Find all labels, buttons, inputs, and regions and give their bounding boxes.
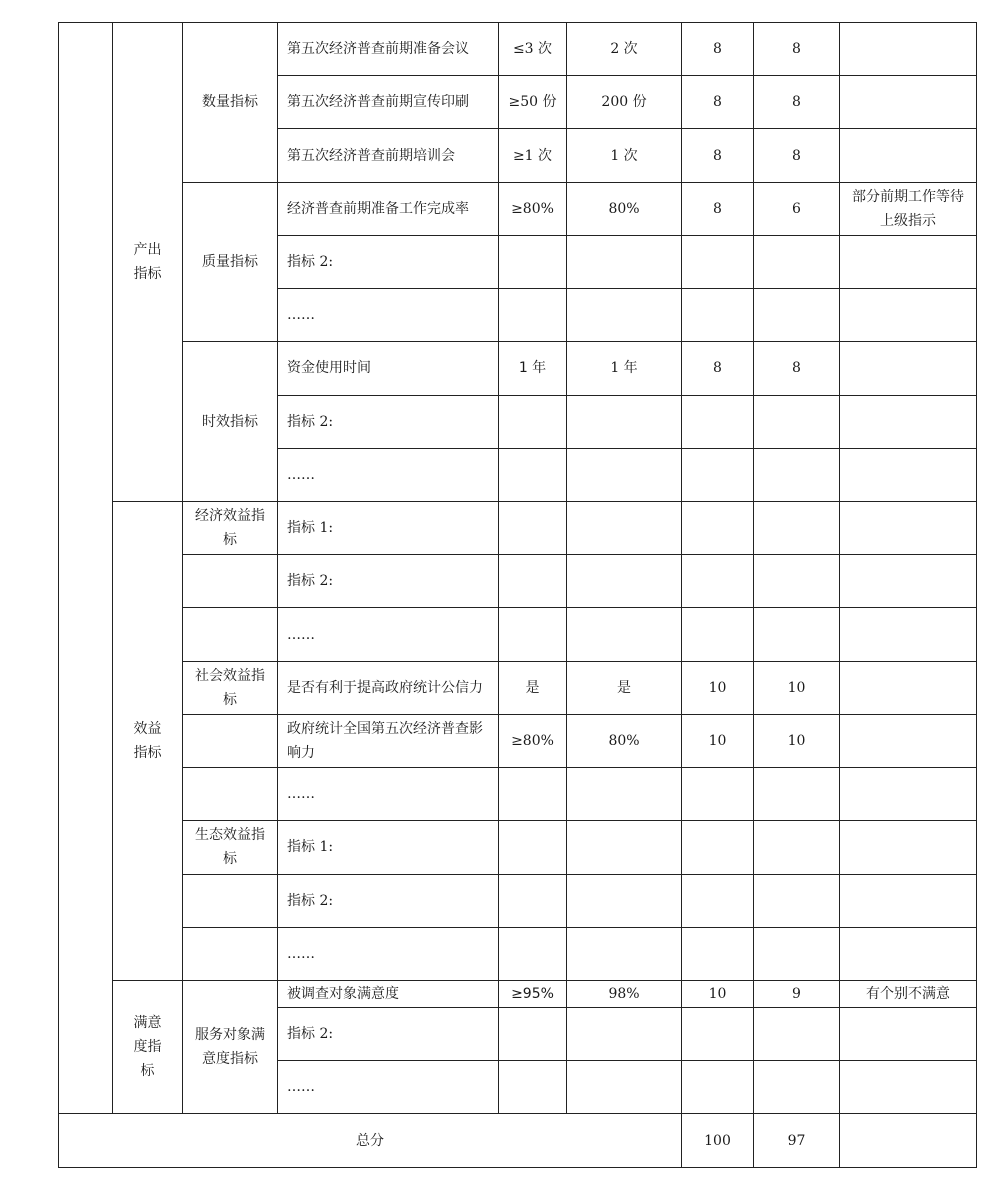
indicator-target [499,874,567,927]
indicator-weight [682,608,754,661]
indicator-note [840,661,977,714]
indicator-weight [682,501,754,554]
indicator-weight [682,395,754,448]
indicator-score: 8 [754,23,840,76]
indicator-weight: 8 [682,23,754,76]
indicator-actual [567,1008,682,1061]
indicator-weight [682,821,754,874]
indicator-actual [567,608,682,661]
indicator-name: 是否有利于提高政府统计公信力 [278,661,499,714]
indicator-note: 有个别不满意 [840,980,977,1007]
indicator-note [840,1008,977,1061]
indicator-weight: 8 [682,129,754,182]
indicator-weight [682,235,754,288]
level2-quantity-label: 数量指标 [183,23,278,183]
indicator-name: 被调查对象满意度 [278,980,499,1007]
indicator-score [754,235,840,288]
indicator-name: 指标 1: [278,821,499,874]
indicator-name: 政府统计全国第五次经济普查影响力 [278,714,499,767]
indicator-name: 经济普查前期准备工作完成率 [278,182,499,235]
indicator-target [499,821,567,874]
indicator-score: 8 [754,76,840,129]
indicator-score [754,608,840,661]
level2-economic-label: 经济效益指标 [183,501,278,554]
indicator-actual: 1 年 [567,342,682,395]
indicator-score [754,768,840,821]
indicator-target [499,608,567,661]
indicator-actual: 80% [567,714,682,767]
indicator-target [499,927,567,980]
table-row [59,874,977,927]
level2-service-label: 服务对象满意度指标 [183,980,278,1114]
indicator-note [840,555,977,608]
indicator-name: …… [278,768,499,821]
indicator-note [840,289,977,342]
table-row [59,555,977,608]
indicator-score [754,1061,840,1114]
table-row [59,342,977,395]
level1-benefit-label: 效益指标 [113,501,183,980]
level1-satisfaction-label: 满意度指标 [113,980,183,1114]
indicator-score: 10 [754,714,840,767]
indicator-score: 8 [754,129,840,182]
indicator-target [499,1061,567,1114]
indicator-note [840,448,977,501]
level2-blank-cell [183,927,278,980]
indicator-name: 第五次经济普查前期培训会 [278,129,499,182]
indicator-note [840,395,977,448]
indicator-note [840,235,977,288]
first-level-blank-cell [59,23,113,1114]
indicator-name: …… [278,289,499,342]
indicator-actual [567,235,682,288]
total-label: 总分 [59,1114,682,1168]
indicator-weight [682,874,754,927]
indicator-target [499,1008,567,1061]
indicator-note [840,608,977,661]
indicator-score [754,821,840,874]
indicator-actual [567,768,682,821]
indicator-score [754,1008,840,1061]
indicator-weight [682,555,754,608]
indicator-target: ≥80% [499,182,567,235]
level2-quality-label: 质量指标 [183,182,278,342]
indicator-actual [567,874,682,927]
indicator-name: …… [278,448,499,501]
total-score: 97 [754,1114,840,1168]
indicator-name: …… [278,927,499,980]
indicator-actual [567,821,682,874]
indicator-note [840,714,977,767]
indicator-weight [682,289,754,342]
indicator-actual [567,555,682,608]
indicator-target [499,448,567,501]
indicator-actual [567,927,682,980]
indicator-note [840,76,977,129]
indicator-actual: 是 [567,661,682,714]
indicator-weight: 8 [682,182,754,235]
indicator-score: 8 [754,342,840,395]
indicator-note [840,23,977,76]
indicator-note [840,342,977,395]
indicator-target: ≤3 次 [499,23,567,76]
indicator-actual: 80% [567,182,682,235]
indicator-actual: 2 次 [567,23,682,76]
table-row [59,980,977,1007]
indicator-score [754,927,840,980]
indicator-weight [682,1008,754,1061]
indicator-score: 9 [754,980,840,1007]
indicator-score [754,289,840,342]
indicator-note [840,501,977,554]
indicator-actual [567,448,682,501]
indicator-target [499,289,567,342]
indicator-name: 指标 2: [278,235,499,288]
indicator-actual: 200 份 [567,76,682,129]
indicator-target: ≥95% [499,980,567,1007]
indicator-actual: 1 次 [567,129,682,182]
indicator-actual [567,289,682,342]
indicator-score [754,448,840,501]
table-row [59,714,977,767]
table-row [59,768,977,821]
indicator-name: 资金使用时间 [278,342,499,395]
level2-blank-cell [183,714,278,767]
indicator-name: 指标 2: [278,874,499,927]
total-weight: 100 [682,1114,754,1168]
indicator-name: 指标 1: [278,501,499,554]
indicator-note [840,129,977,182]
indicator-score: 6 [754,182,840,235]
indicator-weight: 10 [682,980,754,1007]
indicator-name: 第五次经济普查前期宣传印刷 [278,76,499,129]
table-row [59,821,977,874]
indicator-target: ≥1 次 [499,129,567,182]
indicator-weight: 10 [682,714,754,767]
total-note [840,1114,977,1168]
indicator-weight [682,1061,754,1114]
indicator-target [499,768,567,821]
indicator-weight: 8 [682,76,754,129]
indicator-weight [682,768,754,821]
level2-blank-cell [183,608,278,661]
level1-output-label: 产出指标 [113,23,183,502]
indicator-name: 指标 2: [278,1008,499,1061]
indicator-score [754,395,840,448]
indicator-score [754,555,840,608]
indicator-note [840,1061,977,1114]
indicator-target [499,555,567,608]
indicator-name: …… [278,608,499,661]
indicator-actual: 98% [567,980,682,1007]
performance-indicator-table [58,22,977,1168]
level2-social-label: 社会效益指标 [183,661,278,714]
indicator-note [840,821,977,874]
indicator-weight [682,927,754,980]
table-row [59,608,977,661]
table-row [59,927,977,980]
indicator-target [499,395,567,448]
indicator-actual [567,501,682,554]
indicator-weight [682,448,754,501]
indicator-note [840,874,977,927]
indicator-target: 1 年 [499,342,567,395]
level2-blank-cell [183,555,278,608]
indicator-name: 指标 2: [278,395,499,448]
indicator-target: ≥80% [499,714,567,767]
indicator-score: 10 [754,661,840,714]
total-row [59,1114,977,1168]
indicator-name: 第五次经济普查前期准备会议 [278,23,499,76]
table-row [59,23,977,76]
indicator-target: 是 [499,661,567,714]
indicator-name: 指标 2: [278,555,499,608]
indicator-target [499,501,567,554]
table-row [59,661,977,714]
indicator-note [840,768,977,821]
indicator-note: 部分前期工作等待上级指示 [840,182,977,235]
table-row [59,182,977,235]
level2-timeliness-label: 时效指标 [183,342,278,502]
indicator-actual [567,1061,682,1114]
indicator-target [499,235,567,288]
indicator-weight: 8 [682,342,754,395]
indicator-target: ≥50 份 [499,76,567,129]
indicator-actual [567,395,682,448]
indicator-score [754,874,840,927]
level2-blank-cell [183,874,278,927]
indicator-note [840,927,977,980]
indicator-name: …… [278,1061,499,1114]
level2-ecological-label: 生态效益指标 [183,821,278,874]
level2-blank-cell [183,768,278,821]
indicator-score [754,501,840,554]
indicator-weight: 10 [682,661,754,714]
table-row [59,501,977,554]
